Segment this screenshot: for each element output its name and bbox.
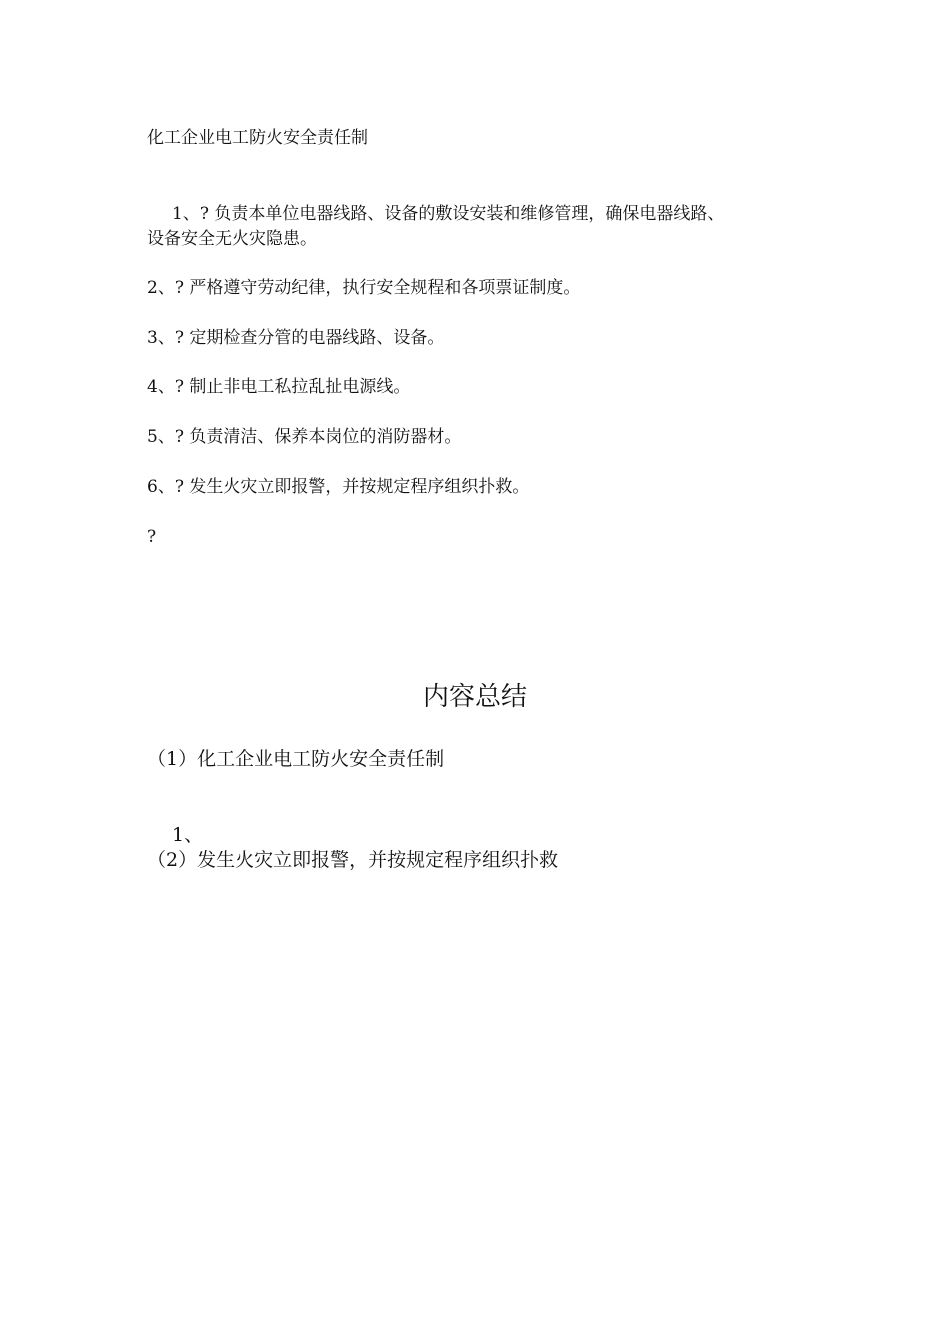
- item-1-line-2: 设备安全无火灾隐患。: [147, 229, 317, 249]
- item-5: 5、? 负责清洁、保养本岗位的消防器材。: [147, 427, 462, 447]
- item-3: 3、? 定期检查分管的电器线路、设备。: [147, 328, 445, 348]
- summary-point-2: （2）发生火灾立即报警，并按规定程序组织扑救: [147, 849, 559, 871]
- summary-fragment: 1、: [172, 824, 204, 846]
- summary-point-1: （1）化工企业电工防火安全责任制: [147, 748, 445, 770]
- summary-heading: 内容总结: [422, 682, 527, 712]
- item-1-line-1: 1、? 负责本单位电器线路、设备的敷设安装和维修管理，确保电器线路、: [172, 204, 725, 224]
- item-6: 6、? 发生火灾立即报警，并按规定程序组织扑救。: [147, 477, 530, 497]
- item-4: 4、? 制止非电工私拉乱扯电源线。: [147, 377, 411, 397]
- trailing-mark: ?: [147, 527, 157, 547]
- item-2: 2、? 严格遵守劳动纪律，执行安全规程和各项票证制度。: [147, 278, 581, 298]
- document-title: 化工企业电工防火安全责任制: [147, 128, 368, 148]
